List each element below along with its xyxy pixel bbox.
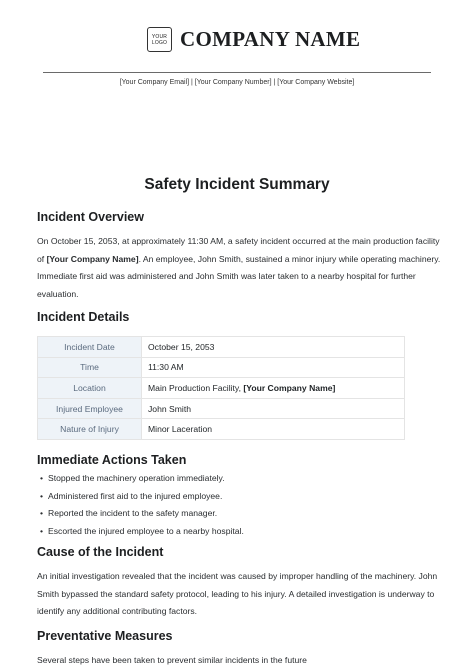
table-row [38,337,405,358]
row-value: Minor Laceration [142,419,405,440]
document-header [0,0,474,86]
details-heading: Incident Details [37,310,130,324]
overview-text-end: . An employee, John Smith, sustained a minor injury while operating machinery. Immediate first aid was administered and John Smith was later taken to a nearby hospital for further evaluation. [37,253,441,299]
contact-line: [Your Company Email] | [Your Company Number] | [Your Company Website] [119,79,355,86]
company-logo [147,27,172,52]
overview-company-name: [Your Company Name] [46,253,139,264]
header-divider [43,72,431,73]
list-item: • Reported the incident to the safety manager. [40,505,244,523]
cause-heading: Cause of the Incident [37,545,164,559]
preventative-paragraph: Several steps have been taken to prevent similar incidents in the future [37,655,307,665]
overview-heading: Incident Overview [37,210,144,224]
row-label: Injured Employee [38,398,142,419]
preventative-heading: Preventative Measures [37,629,173,643]
row-label: Location [38,378,142,399]
document-title: Safety Incident Summary [144,176,330,193]
table-row [38,419,405,440]
overview-paragraph [37,233,441,303]
row-value: October 15, 2053 [142,337,405,358]
list-item: • Stopped the machinery operation immediately. [40,470,244,488]
table-row [38,357,405,378]
overview-text-start: On October 15, 2053, at approximately 11:30 AM, a safety incident occurred at the main production facility of [37,236,440,264]
row-value: John Smith [142,398,405,419]
row-label: Time [38,357,142,378]
cause-paragraph: An initial investigation revealed that the incident was caused by improper handling of the machinery. John Smith bypassed the standard safety protocol, leading to his injury. A detailed investigation is underway to identify any additional contributing factors. [37,571,438,616]
table-row [38,398,405,419]
logo-text: YOUR LOGO [151,34,168,46]
incident-details-table [37,336,405,440]
row-label: Nature of Injury [38,419,142,440]
row-label: Incident Date [38,337,142,358]
list-item: • Escorted the injured employee to a nearby hospital. [40,523,244,541]
actions-list [40,470,244,540]
company-name: COMPANY NAME [180,27,361,51]
row-value: 11:30 AM [142,357,405,378]
actions-heading: Immediate Actions Taken [37,453,187,467]
row-value: Main Production Facility, [Your Company Name] [142,378,405,399]
table-row [38,378,405,399]
list-item: • Administered first aid to the injured employee. [40,488,244,506]
